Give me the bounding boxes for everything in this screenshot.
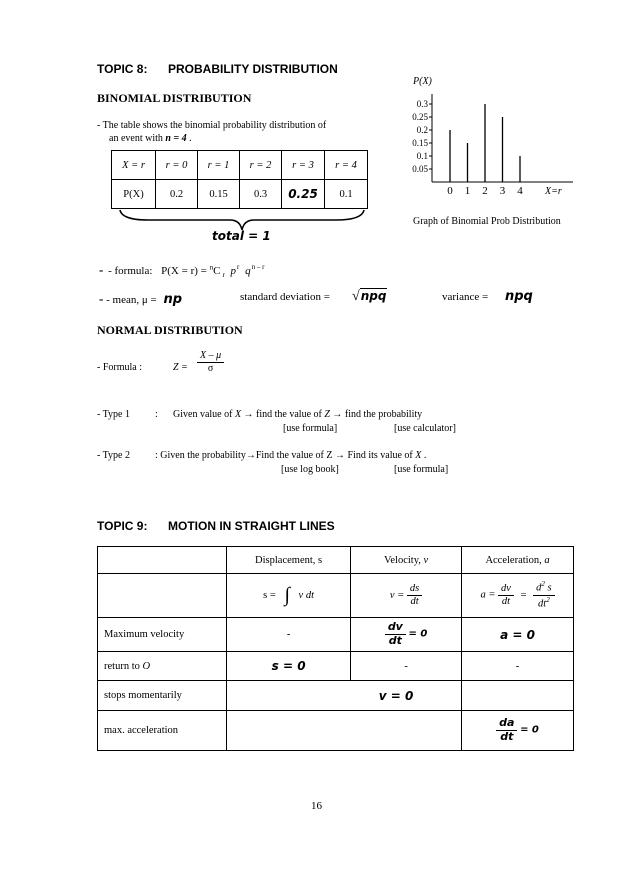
- binomial-desc-line1: - The table shows the binomial probability distribution of: [97, 120, 327, 131]
- table-row: [98, 618, 574, 652]
- type1-text: Given value of X → find the value of Z → find the probability: [173, 409, 423, 420]
- variance-value: npq: [505, 289, 533, 304]
- table-row: [98, 711, 574, 751]
- acceleration-formula: a = $\frac{dv}{dt}$ = $\frac{d^2 s}{dt^2}$: [462, 574, 574, 618]
- integral-icon: ∫: [284, 584, 290, 606]
- table-cell-highlight: 0.25: [282, 180, 325, 209]
- formula-label: - formula:: [108, 265, 153, 277]
- topic8-title: PROBABILITY DISTRIBUTION: [168, 62, 338, 76]
- table-cell: [98, 547, 227, 574]
- topic9-label: TOPIC 9:: [97, 519, 148, 533]
- chart-y-tick-label: 0.05: [412, 164, 428, 174]
- table-cell: [227, 711, 462, 751]
- binomial-chart: [395, 90, 575, 202]
- table-cell: 0.1: [325, 180, 368, 209]
- sd-label: standard deviation =: [240, 291, 330, 303]
- arrow-right-icon: →: [332, 409, 343, 420]
- row-label: stops momentarily: [98, 681, 227, 711]
- chart-y-tick-label: 0.2: [416, 125, 428, 135]
- formula-n: n: [209, 263, 214, 272]
- formula-p: p: [230, 265, 237, 277]
- type2-text: : Given the probability→Find the value of Z → Find its value of X .: [155, 450, 427, 461]
- table-cell: a = 0: [462, 618, 574, 652]
- formula-r: r: [222, 271, 225, 280]
- topic9-title: MOTION IN STRAIGHT LINES: [168, 519, 335, 533]
- binomial-heading: BINOMIAL DISTRIBUTION: [97, 91, 252, 105]
- normal-formula-label: - Formula :: [97, 362, 142, 373]
- table-cell: P(X): [112, 180, 156, 209]
- arrow-right-icon: →: [243, 409, 254, 420]
- arrow-right-icon: →: [334, 450, 345, 461]
- table-row: [98, 681, 574, 711]
- mean-value: np: [163, 292, 182, 307]
- binomial-desc-line2: an event with n = 4 .: [109, 133, 192, 144]
- type2-note1: [use log book]: [281, 464, 339, 475]
- binomial-table: [111, 150, 368, 209]
- normal-heading: NORMAL DISTRIBUTION: [97, 323, 243, 337]
- formula-line: - - formula: P(X = r) = $^n$C $_r$ $p^r$ $q^{n - r}$: [99, 262, 265, 280]
- type1-colon: :: [155, 409, 158, 420]
- z-lhs: Z =: [173, 362, 188, 373]
- chart-x-tick-label: 2: [482, 185, 488, 197]
- mean-label: - mean, μ =: [106, 294, 157, 306]
- table-row: [98, 547, 574, 574]
- table-cell: 0.3: [240, 180, 282, 209]
- table-cell: [462, 681, 574, 711]
- chart-xlabel: X=r: [545, 186, 562, 197]
- table-row: [98, 574, 574, 618]
- topic8-label: TOPIC 8:: [97, 62, 148, 76]
- table-cell: s = 0: [227, 652, 351, 681]
- chart-x-tick-label: 0: [447, 185, 453, 197]
- table-header-displacement: Displacement, s: [227, 547, 351, 574]
- table-cell: X = r: [112, 151, 156, 180]
- row-label: Maximum velocity: [98, 618, 227, 652]
- table-header-acceleration: Acceleration, a: [462, 547, 574, 574]
- n-value: n = 4: [165, 133, 187, 144]
- variance-label: variance =: [442, 291, 489, 303]
- table-cell: -: [462, 652, 574, 681]
- formula-p-exp: r: [237, 263, 240, 272]
- table-cell: r = 2: [240, 151, 282, 180]
- chart-x-tick-label: 4: [517, 185, 523, 197]
- z-numerator: X – μ: [197, 350, 224, 363]
- displacement-formula: s = ∫ v dt: [227, 574, 351, 618]
- page-number: 16: [311, 800, 322, 812]
- sd-value: npq: [360, 289, 387, 303]
- formula-lhs: P(X = r) =: [161, 265, 207, 277]
- table-cell: r = 1: [198, 151, 240, 180]
- type2-note2: [use formula]: [394, 464, 449, 475]
- z-fraction: [197, 350, 224, 374]
- row-label: max. acceleration: [98, 711, 227, 751]
- table-cell: r = 0: [156, 151, 198, 180]
- formula-q-exp: n – r: [251, 263, 265, 272]
- total-note: total = 1: [212, 229, 271, 243]
- type1-note1: [use formula]: [283, 423, 338, 434]
- table-row: [98, 652, 574, 681]
- chart-y-tick-label: 0.1: [416, 151, 428, 161]
- table-cell: r = 3: [282, 151, 325, 180]
- table-header-velocity: Velocity, v: [351, 547, 462, 574]
- chart-y-tick-label: 0.15: [412, 138, 428, 148]
- type1-note2: [use calculator]: [394, 423, 456, 434]
- mean-line: - - mean, μ = np: [99, 291, 182, 307]
- formula-q: q: [245, 265, 251, 277]
- arrow-right-icon: →: [245, 450, 256, 461]
- sd-value-wrap: √npq: [352, 289, 387, 304]
- table-cell: [98, 574, 227, 618]
- table-cell: r = 4: [325, 151, 368, 180]
- formula-c: C: [213, 265, 221, 277]
- table-cell: -: [227, 618, 351, 652]
- chart-y-tick-label: 0.25: [412, 112, 428, 122]
- table-cell: 0.15: [198, 180, 240, 209]
- table-cell: $\frac{da}{dt}$ = 0: [462, 711, 574, 751]
- table-cell: $\frac{dv}{dt}$ = 0: [351, 618, 462, 652]
- chart-title: Graph of Binomial Prob Distribution: [413, 216, 561, 227]
- table-cell: -: [351, 652, 462, 681]
- type2-label: - Type 2: [97, 450, 130, 461]
- table-row: [112, 180, 368, 209]
- row-label: return to O: [98, 652, 227, 681]
- motion-table: [97, 546, 574, 751]
- z-denominator: σ: [207, 362, 214, 374]
- chart-x-tick-label: 3: [499, 185, 506, 197]
- type1-label: - Type 1: [97, 409, 130, 420]
- table-cell: v = 0: [227, 681, 462, 711]
- table-row: [112, 151, 368, 180]
- chart-y-tick-label: 0.3: [416, 99, 428, 109]
- velocity-formula: v = $\frac{ds}{dt}$: [351, 574, 462, 618]
- table-cell: 0.2: [156, 180, 198, 209]
- chart-x-tick-label: 1: [464, 185, 471, 197]
- chart-ylabel: P(X): [413, 76, 432, 87]
